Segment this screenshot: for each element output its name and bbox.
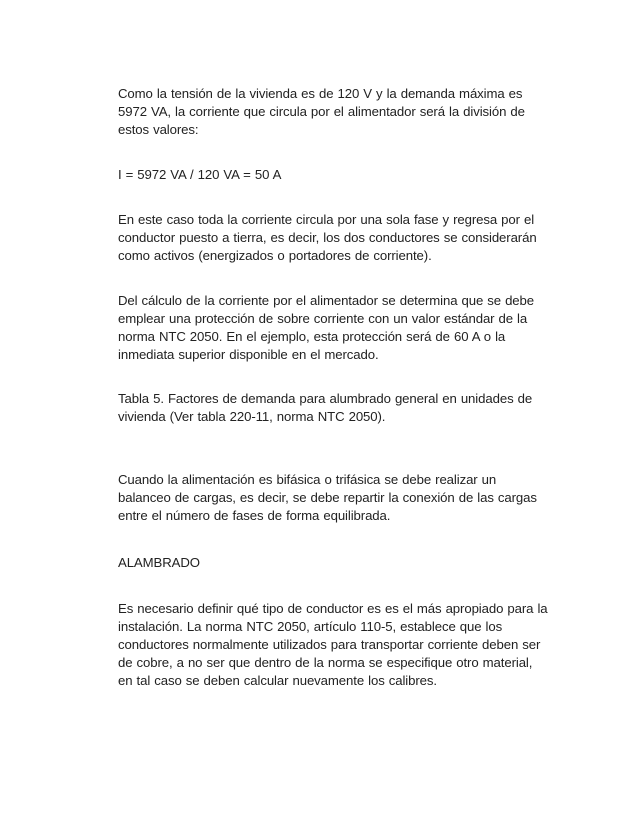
paragraph-voltage-demand: Como la tensión de la vivienda es de 120 V y la demanda máxima es 5972 VA, la corriente que circula por el alimentador será la división de estos valores: xyxy=(118,86,525,137)
paragraph-load-balancing: Cuando la alimentación es bifásica o trifásica se debe realizar un balanceo de cargas, es decir, se debe repartir la conexión de las cargas entre el número de fases de forma equilibrada. xyxy=(118,472,537,523)
table-caption: Tabla 5. Factores de demanda para alumbrado general en unidades de vivienda (Ver tabla 220-11, norma NTC 2050). xyxy=(118,391,533,424)
section-heading-alambrado: ALAMBRADO xyxy=(118,555,200,570)
paragraph-single-phase: En este caso toda la corriente circula por una sola fase y regresa por el conductor puesto a tierra, es decir, los dos conductores se considerarán como activos (energizados o portadores de corriente). xyxy=(118,212,537,263)
current-formula: I = 5972 VA / 120 VA = 50 A xyxy=(118,167,282,182)
paragraph-conductor-type: Es necesario definir qué tipo de conductor es es el más apropiado para la instalación. La norma NTC 2050, artículo 110-5, establece que los conductores normalmente utilizados para transportar corriente deben ser de cobre, a no ser que dentro de la norma se especifique otro material, en tal caso se deben calcular nuevamente los calibres. xyxy=(118,601,548,688)
paragraph-overcurrent-protection: Del cálculo de la corriente por el alimentador se determina que se debe emplear una protección de sobre corriente con un valor estándar de la norma NTC 2050. En el ejemplo, esta protección será de 60 A o la inmediata superior disponible en el mercado. xyxy=(118,293,535,362)
